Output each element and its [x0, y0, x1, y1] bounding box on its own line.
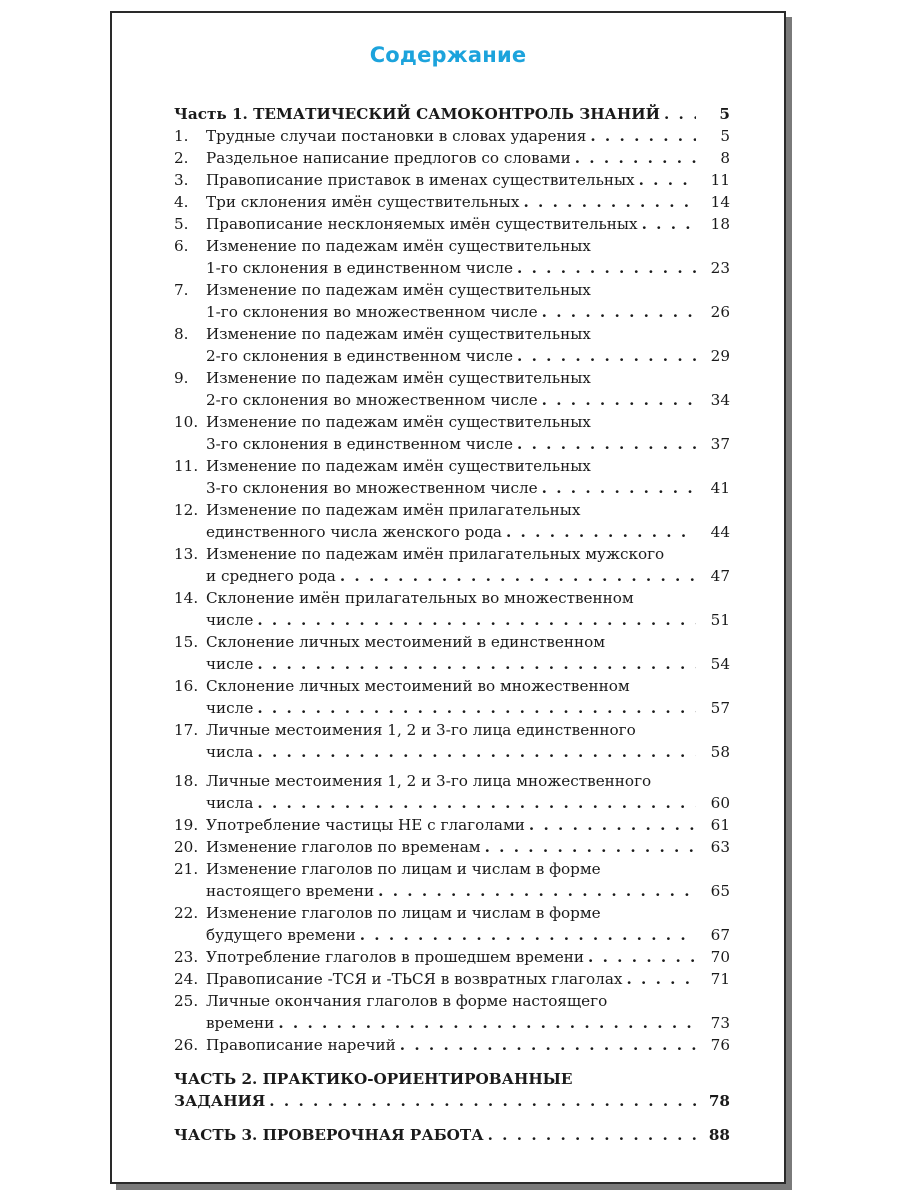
- toc-item-line: [174, 521, 730, 543]
- toc-entry-last-line: [206, 257, 730, 279]
- toc-entry-last-line: [206, 946, 730, 968]
- toc-item-line: [174, 880, 730, 902]
- toc-entry-text: Изменение глаголов по временам: [206, 838, 481, 856]
- toc-entry-last-line: [206, 741, 730, 763]
- toc-entry-last-line: [174, 103, 730, 125]
- toc-page-number: 65: [710, 882, 730, 900]
- toc-item-line: [174, 191, 730, 213]
- toc-entry-text: Изменение по падежам имён существительных: [206, 281, 591, 299]
- toc-page-number: 58: [710, 743, 730, 761]
- toc-item-line: [174, 587, 730, 609]
- toc-entry-text: 3-го склонения во множественном числе: [206, 479, 538, 497]
- toc-item-number: 24.: [174, 970, 199, 988]
- toc-entry-text: Употребление частицы НЕ с глаголами: [206, 816, 525, 834]
- toc-entry-text: Часть 1. ТЕМАТИЧЕСКИЙ САМОКОНТРОЛЬ ЗНАНИЙ: [174, 105, 660, 123]
- toc-item-number: 14.: [174, 589, 199, 607]
- toc-item-number: 12.: [174, 501, 199, 519]
- toc-entry-last-line: [206, 389, 730, 411]
- toc-item-line: [174, 279, 730, 301]
- toc-item-line: [174, 169, 730, 191]
- toc-entry-text: Правописание несклоняемых имён существительных: [206, 215, 638, 233]
- toc-entry-text: Склонение имён прилагательных во множественном: [206, 589, 634, 607]
- toc-entry-text: и среднего рода: [206, 567, 336, 585]
- toc-entry-text: 3-го склонения в единственном числе: [206, 435, 514, 453]
- toc-entry-text: Изменение по падежам имён прилагательных мужского: [206, 545, 665, 563]
- toc-entry-text: Изменение по падежам имён существительных: [206, 369, 591, 387]
- toc-item-line: [174, 609, 730, 631]
- toc-page-number: 5: [720, 127, 730, 145]
- toc-item-line: [174, 543, 730, 565]
- toc-item-number: 15.: [174, 633, 199, 651]
- toc-entry-text: 2-го склонения в единственном числе: [206, 347, 514, 365]
- toc-item-line: [174, 499, 730, 521]
- toc-item-line: [174, 1012, 730, 1034]
- toc-item-line: [174, 477, 730, 499]
- toc-entry-text: числе: [206, 699, 254, 717]
- toc-page-number: 61: [710, 816, 730, 834]
- toc-entry-text: Изменение по падежам имён существительных: [206, 325, 591, 343]
- leader-dots: [626, 968, 696, 990]
- leader-dots: [517, 433, 696, 455]
- toc-entry-text: Изменение глаголов по лицам и числам в форме: [206, 860, 601, 878]
- toc-item-line: [174, 968, 730, 990]
- toc-entry-text: числе: [206, 611, 254, 629]
- toc-item-number: 10.: [174, 413, 199, 431]
- toc-entry-last-line: [206, 147, 730, 169]
- toc-item-number: 23.: [174, 948, 199, 966]
- toc-item-line: [174, 653, 730, 675]
- toc-page-number: 76: [710, 1036, 730, 1054]
- toc-entry-text: Трудные случаи постановки в словах ударения: [206, 127, 587, 145]
- toc-item-line: [174, 697, 730, 719]
- toc-page-number: 70: [710, 948, 730, 966]
- toc-entry-last-line: [206, 1034, 730, 1056]
- toc-entry-text: числе: [206, 655, 254, 673]
- toc-page-number: 57: [710, 699, 730, 717]
- toc-item-line: [174, 719, 730, 741]
- toc-entry-text: Раздельное написание предлогов со словами: [206, 149, 571, 167]
- leader-dots: [523, 191, 696, 213]
- part2-heading-line: [174, 1068, 730, 1090]
- toc-page-number: 63: [710, 838, 730, 856]
- toc-item-line: [174, 1034, 730, 1056]
- leader-dots: [257, 653, 696, 675]
- toc-entry-text: Изменение по падежам имён существительных: [206, 237, 591, 255]
- leader-dots: [542, 389, 696, 411]
- leader-dots: [485, 836, 696, 858]
- leader-dots: [517, 345, 696, 367]
- toc-page-number: 26: [710, 303, 730, 321]
- toc-item-number: 26.: [174, 1036, 199, 1054]
- toc-item-number: 7.: [174, 281, 189, 299]
- toc-entry-last-line: [206, 1012, 730, 1034]
- toc-page-number: 47: [710, 567, 730, 585]
- toc-entry-last-line: [206, 345, 730, 367]
- toc-entry-last-line: [206, 653, 730, 675]
- toc-page-number: 34: [710, 391, 730, 409]
- leader-dots: [517, 257, 696, 279]
- leader-dots: [542, 477, 696, 499]
- toc-entry-last-line: [206, 836, 730, 858]
- toc-entry-text: Изменение по падежам имён существительных: [206, 413, 591, 431]
- toc-page-number: 71: [710, 970, 730, 988]
- toc-page-number: 60: [710, 794, 730, 812]
- toc-item-number: 25.: [174, 992, 199, 1010]
- toc-entry-last-line: [206, 433, 730, 455]
- toc-item-line: [174, 367, 730, 389]
- leader-dots: [257, 609, 696, 631]
- toc-page-number: 23: [710, 259, 730, 277]
- toc-page-number: 73: [710, 1014, 730, 1032]
- toc-entry-last-line: [174, 1124, 730, 1146]
- toc-item-number: 19.: [174, 816, 199, 834]
- toc-entry-text: 2-го склонения во множественном числе: [206, 391, 538, 409]
- toc-entry-text: Склонение личных местоимений в единственном: [206, 633, 606, 651]
- toc-entry-text: настоящего времени: [206, 882, 375, 900]
- leader-dots: [542, 301, 696, 323]
- toc-item-number: 3.: [174, 171, 189, 189]
- toc-item-line: [174, 814, 730, 836]
- toc-entry-text: 1-го склонения во множественном числе: [206, 303, 538, 321]
- toc-entry-last-line: [206, 521, 730, 543]
- toc-entry-last-line: [206, 697, 730, 719]
- toc-entry-text: Изменение по падежам имён прилагательных: [206, 501, 581, 519]
- toc-entry-last-line: [206, 792, 730, 814]
- toc-entry-text: Три склонения имён существительных: [206, 193, 520, 211]
- toc-item-number: 16.: [174, 677, 199, 695]
- toc-entry-last-line: [206, 880, 730, 902]
- toc-item-number: 8.: [174, 325, 189, 343]
- page-title: Содержание: [369, 43, 527, 67]
- toc-item-line: [174, 125, 730, 147]
- toc-entry-last-line: [206, 924, 730, 946]
- leader-dots: [664, 103, 696, 125]
- leader-dots: [257, 697, 696, 719]
- leader-dots: [278, 1012, 696, 1034]
- toc-entry-text: числа: [206, 743, 254, 761]
- leader-dots: [529, 814, 696, 836]
- toc-item-line: [174, 902, 730, 924]
- leader-dots: [340, 565, 696, 587]
- toc-item-number: 11.: [174, 457, 199, 475]
- toc-item-line: [174, 433, 730, 455]
- toc-entry-last-line: [206, 301, 730, 323]
- toc-page-number: 88: [708, 1126, 730, 1144]
- toc-item-number: 2.: [174, 149, 189, 167]
- toc-entry-text: ЗАДАНИЯ: [174, 1092, 266, 1110]
- toc-entry-text: Правописание -ТСЯ и -ТЬСЯ в возвратных глаголах: [206, 970, 623, 988]
- toc-entry-last-line: [206, 968, 730, 990]
- toc-entry-last-line: [206, 213, 730, 235]
- leader-dots: [588, 946, 696, 968]
- toc-entry-last-line: [206, 814, 730, 836]
- toc-page-number: 29: [710, 347, 730, 365]
- leader-dots: [360, 924, 696, 946]
- toc-page-number: 18: [710, 215, 730, 233]
- toc-entry-last-line: [206, 125, 730, 147]
- toc-item-line: [174, 836, 730, 858]
- toc-entry-text: Личные местоимения 1, 2 и 3-го лица единственного: [206, 721, 636, 739]
- toc-page-number: 14: [710, 193, 730, 211]
- toc-item-line: [174, 235, 730, 257]
- part2-heading-line: [174, 1090, 730, 1112]
- toc-item-number: 22.: [174, 904, 199, 922]
- toc-entry-text: Личные местоимения 1, 2 и 3-го лица множественного: [206, 772, 652, 790]
- toc-page-number: 11: [710, 171, 730, 189]
- toc-entry-text: Употребление глаголов в прошедшем времени: [206, 948, 585, 966]
- part1-heading-line: [174, 103, 730, 125]
- book-page: [110, 11, 786, 1184]
- toc-item-number: 17.: [174, 721, 199, 739]
- leader-dots: [400, 1034, 696, 1056]
- toc-item-line: [174, 257, 730, 279]
- toc-item-line: [174, 345, 730, 367]
- toc-entry-text: Изменение глаголов по лицам и числам в форме: [206, 904, 601, 922]
- leader-dots: [575, 147, 696, 169]
- toc-entry-last-line: [206, 565, 730, 587]
- toc-entry-last-line: [206, 477, 730, 499]
- leader-dots: [590, 125, 696, 147]
- toc-item-line: [174, 946, 730, 968]
- toc-entry-text: ЧАСТЬ 2. ПРАКТИКО-ОРИЕНТИРОВАННЫЕ: [174, 1070, 573, 1088]
- toc-item-line: [174, 858, 730, 880]
- toc-page-number: 8: [720, 149, 730, 167]
- toc-entry-text: 1-го склонения в единственном числе: [206, 259, 514, 277]
- toc-item-line: [174, 411, 730, 433]
- leader-dots: [269, 1090, 696, 1112]
- toc-page-number: 44: [710, 523, 730, 541]
- toc-page-number: 67: [710, 926, 730, 944]
- toc-item-line: [174, 455, 730, 477]
- toc-item-number: 4.: [174, 193, 189, 211]
- toc-entry-last-line: [174, 1090, 730, 1112]
- toc-page-number: 5: [719, 105, 730, 123]
- toc-item-line: [174, 792, 730, 814]
- toc-page-number: 37: [710, 435, 730, 453]
- toc-entry-text: будущего времени: [206, 926, 356, 944]
- leader-dots: [642, 213, 696, 235]
- toc-entry-last-line: [206, 191, 730, 213]
- toc-item-line: [174, 990, 730, 1012]
- leader-dots: [378, 880, 696, 902]
- toc-entry-text: Изменение по падежам имён существительных: [206, 457, 591, 475]
- toc-entry-last-line: [206, 169, 730, 191]
- toc-page-number: 54: [710, 655, 730, 673]
- toc-item-line: [174, 565, 730, 587]
- leader-dots: [257, 741, 696, 763]
- toc-page-number: 51: [710, 611, 730, 629]
- toc-page-number: 78: [708, 1092, 730, 1110]
- toc-entry-text: Личные окончания глаголов в форме настоящего: [206, 992, 608, 1010]
- toc-item-number: 9.: [174, 369, 189, 387]
- toc-item-line: [174, 323, 730, 345]
- toc-entry-text: Правописание наречий: [206, 1036, 396, 1054]
- toc-item-line: [174, 631, 730, 653]
- toc-item-number: 20.: [174, 838, 199, 856]
- toc-item-line: [174, 147, 730, 169]
- toc-item-number: 5.: [174, 215, 189, 233]
- leader-dots: [488, 1124, 696, 1146]
- toc-entry-text: числа: [206, 794, 254, 812]
- toc-item-line: [174, 389, 730, 411]
- toc-entry-text: Склонение личных местоимений во множественном: [206, 677, 630, 695]
- toc-item-line: [174, 213, 730, 235]
- toc-item-number: 21.: [174, 860, 199, 878]
- toc-entry-last-line: [206, 609, 730, 631]
- toc-item-number: 6.: [174, 237, 189, 255]
- leader-dots: [639, 169, 696, 191]
- toc-item-number: 13.: [174, 545, 199, 563]
- toc-item-number: 1.: [174, 127, 189, 145]
- toc-entry-text: ЧАСТЬ 3. ПРОВЕРОЧНАЯ РАБОТА: [174, 1126, 484, 1144]
- toc-item-number: 18.: [174, 772, 199, 790]
- toc-item-line: [174, 675, 730, 697]
- part3-heading-line: [174, 1124, 730, 1146]
- toc-entry-text: времени: [206, 1014, 275, 1032]
- toc-page-number: 41: [710, 479, 730, 497]
- toc-item-line: [174, 741, 730, 763]
- toc-entry-text: единственного числа женского рода: [206, 523, 502, 541]
- toc-entry-text: Правописание приставок в именах существительных: [206, 171, 635, 189]
- toc-item-line: [174, 301, 730, 323]
- toc-item-line: [174, 924, 730, 946]
- leader-dots: [506, 521, 696, 543]
- leader-dots: [257, 792, 696, 814]
- toc-item-line: [174, 770, 730, 792]
